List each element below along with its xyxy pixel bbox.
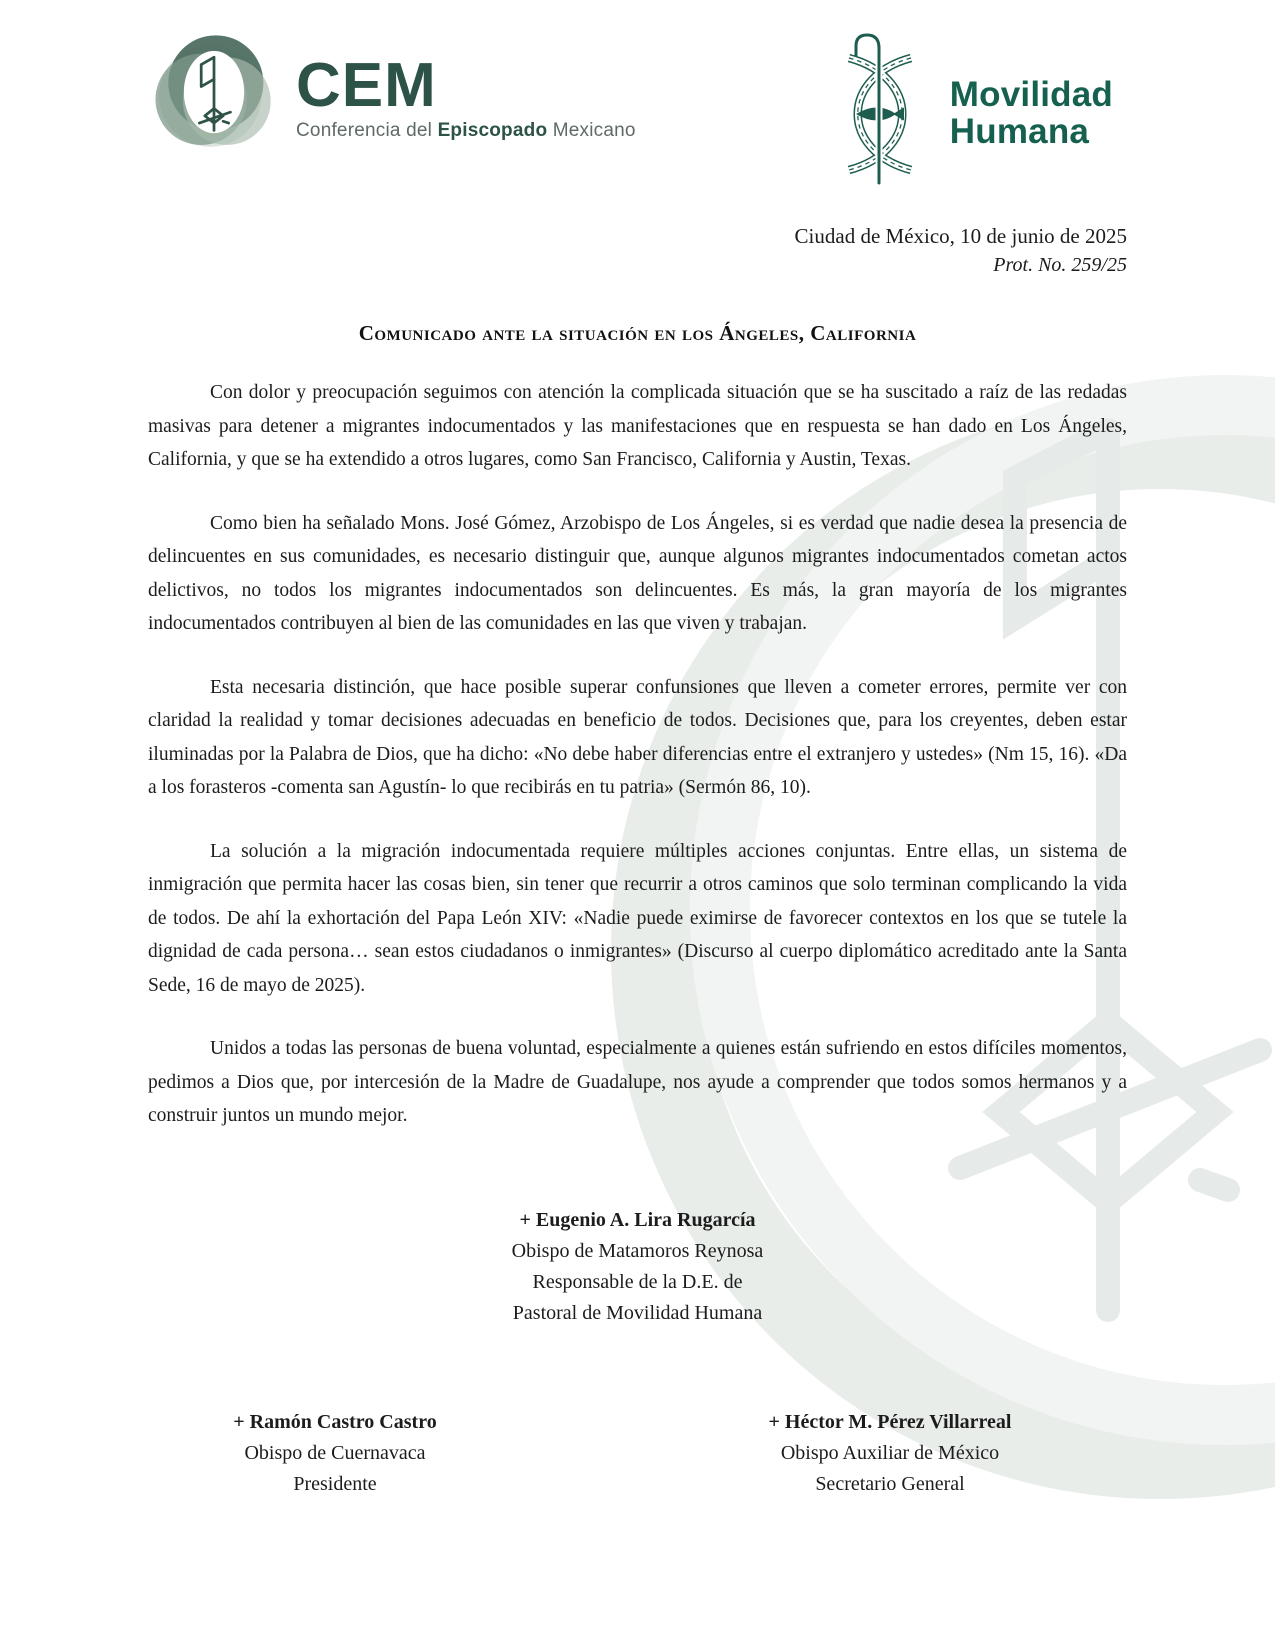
signature-line: Obispo de Cuernavaca	[244, 1441, 426, 1464]
movilidad-humana-logo	[820, 28, 1113, 190]
document-meta	[0, 213, 1275, 279]
signature-name: + Eugenio A. Lira Rugarcía	[519, 1208, 756, 1231]
dateline: Ciudad de México, 10 de junio de 2025	[794, 224, 1127, 248]
signature-line: Responsable de la D.E. de	[532, 1270, 743, 1293]
document-title: Comunicado ante la situación en los Ángeles, California	[358, 321, 917, 345]
signature-right	[740, 1407, 1040, 1500]
signature-line: Obispo de Matamoros Reynosa	[511, 1239, 764, 1262]
movilidad-humana-wordmark: Movilidad Humana	[949, 75, 1113, 151]
signature-left	[185, 1407, 485, 1500]
paragraph-3: Esta necesaria distinción, que hace posible superar confunsiones que lleven a cometer errores, permite ver con claridad la realidad y tomar decisiones adecuadas en beneficio de todos. Decisiones que, para los creyentes, deben estar iluminadas por la Palabra de Dios, que ha dicho: «No debe haber diferencias entre el extranjero y ustedes» (Nm 15, 16). «Da a los forasteros -comenta san Agustín- lo que recibirás en tu patria» (Sermón 86, 10).	[148, 676, 1127, 798]
cem-acronym: CEM	[296, 51, 437, 120]
paragraph-2: Como bien ha señalado Mons. José Gómez, Arzobispo de Los Ángeles, si es verdad que nadie desea la presencia de delincuentes en sus comunidades, es necesario distinguir que, aunque algunos migrantes indocumentados cometan actos delictivos, no todos los migrantes indocumentados son delincuentes. Es más, la gran mayoría de los migrantes indocumentados contribuyen al bien de las comunidades en las que viven y trabajan.	[148, 512, 1127, 634]
protocol-number: Prot. No. 259/25	[993, 254, 1127, 276]
signature-row	[185, 1407, 1040, 1500]
signature-name: + Ramón Castro Castro	[233, 1410, 437, 1433]
letterhead	[0, 0, 1275, 213]
signature-line: Presidente	[293, 1472, 377, 1495]
document-body	[148, 376, 1127, 1133]
cem-emblem-icon	[150, 28, 278, 156]
signature-line: Pastoral de Movilidad Humana	[512, 1301, 763, 1324]
paragraph-5: Unidos a todas las personas de buena voluntad, especialmente a quienes están sufriendo en estos difíciles momentos, pedimos a Dios que, por intercesión de la Madre de Guadalupe, nos ayude a comprender que todos somos hermanos y a construir juntos un mundo mejor.	[148, 1038, 1127, 1126]
paragraph-1: Con dolor y preocupación seguimos con atención la complicada situación que se ha suscitado a raíz de las redadas masivas para detener a migrantes indocumentados y las manifestaciones que en respuesta se han dado en Los Ángeles, California, y que se ha extendido a otros lugares, como San Francisco, California y Austin, Texas.	[148, 382, 1127, 470]
cem-logo	[150, 28, 636, 156]
signature-name: + Héctor M. Pérez Villarreal	[768, 1410, 1012, 1433]
signature-line: Obispo Auxiliar de México	[780, 1441, 1000, 1464]
signature-principal	[0, 1205, 1275, 1329]
signature-line: Secretario General	[815, 1472, 965, 1495]
cem-tagline: Conferencia del Episcopado Mexicano	[296, 120, 636, 141]
paragraph-4: La solución a la migración indocumentada requiere múltiples acciones conjuntas. Entre ellas, un sistema de inmigración que permita hacer las cosas bien, sin tener que recurrir a otros caminos que solo terminan complicando la vida de todos. De ahí la exhortación del Papa León XIV: «Nadie puede eximirse de favorecer contextos en los que se tutele la dignidad de cada persona… sean estos ciudadanos o inmigrantes» (Discurso al cuerpo diplomático acreditado ante la Santa Sede, 16 de mayo de 2025).	[148, 840, 1127, 996]
crosier-roads-fish-icon	[820, 28, 940, 190]
